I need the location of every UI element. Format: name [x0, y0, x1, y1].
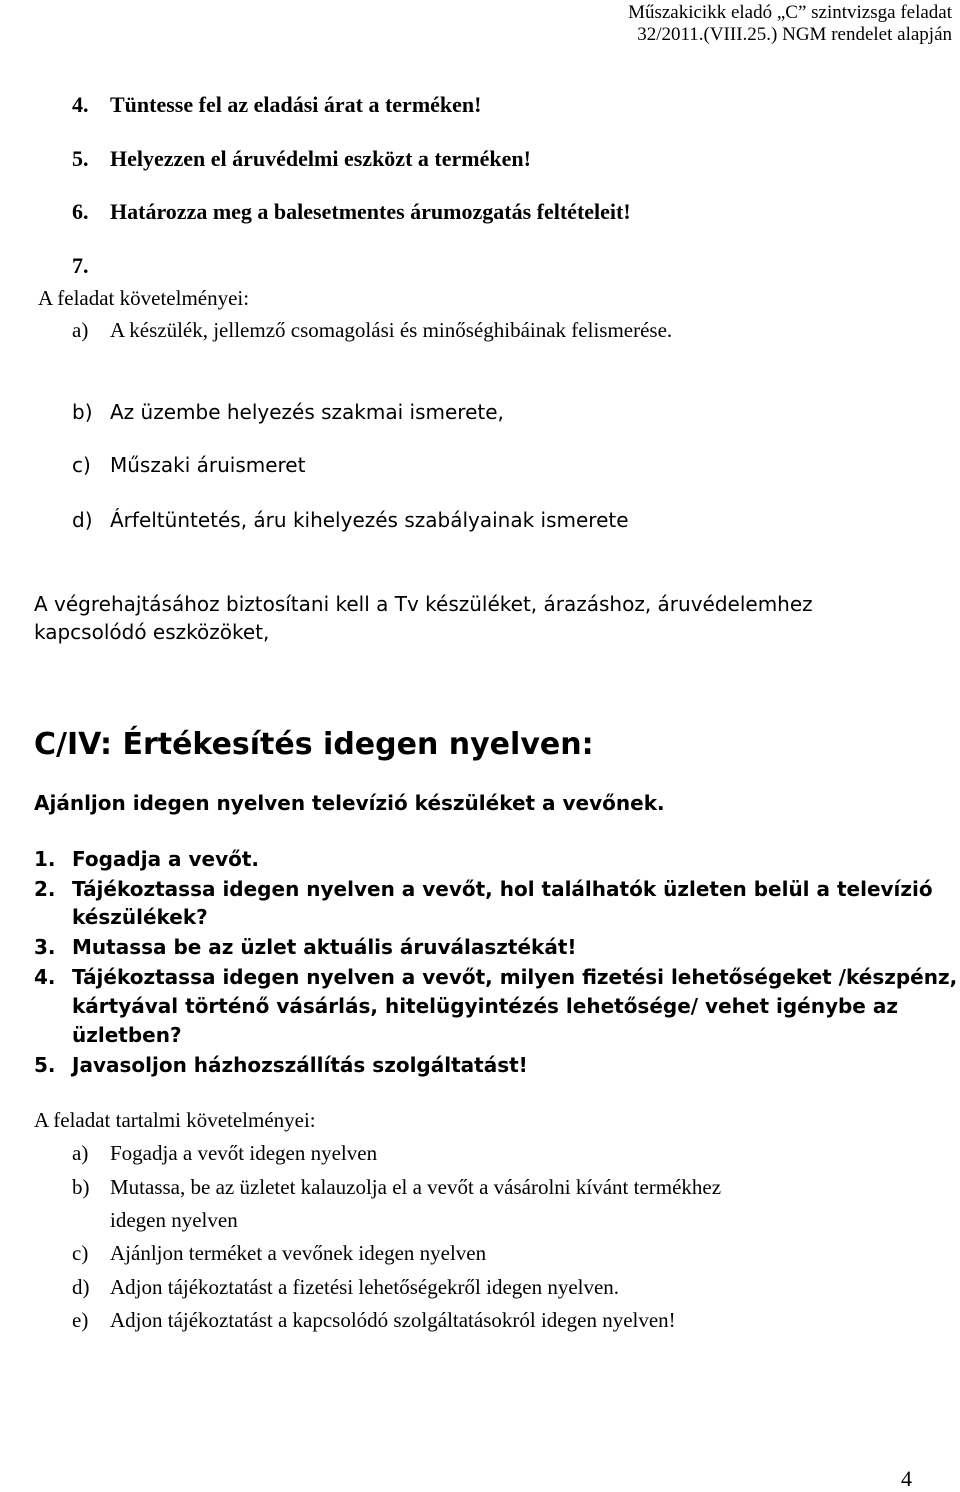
item-text: Mutassa, be az üzletet kalauzolja el a vevőt a vásárolni kívánt termékhez: [110, 1175, 722, 1199]
task-number: 7.: [72, 253, 89, 278]
item-label: d): [72, 1275, 90, 1299]
task-number: 5.: [72, 146, 89, 171]
task-number: 2.: [34, 877, 56, 901]
task-text: Határozza meg a balesetmentes árumozgatás feltételeit!: [110, 199, 631, 224]
requirement-b: [72, 400, 504, 424]
item-text: Adjon tájékoztatást a kapcsolódó szolgáltatásokról idegen nyelven!: [110, 1308, 676, 1332]
section-task-4-continued: kártyával történő vásárlás, hitelügyintézés lehetősége/ vehet igénybe az: [72, 994, 898, 1018]
task-number: 4.: [72, 92, 89, 117]
header-title: Műszakicikk eladó „C” szintvizsga feladat: [628, 2, 952, 23]
task-number: 5.: [34, 1053, 56, 1077]
task-text: Tájékoztassa idegen nyelven a vevőt, hol találhatók üzleten belül a televízió: [72, 877, 933, 901]
task-number: 4.: [34, 965, 56, 989]
task-6: [72, 199, 631, 225]
provision-line-2: kapcsolódó eszközöket,: [34, 620, 270, 644]
task-7: [72, 253, 110, 279]
task-number: 6.: [72, 199, 89, 224]
section-task-1: [34, 847, 259, 871]
item-label: a): [72, 318, 89, 342]
item-label: b): [72, 1175, 90, 1199]
task-text: Tüntesse fel az eladási árat a terméken!: [110, 92, 482, 117]
content-requirement-d: [72, 1275, 619, 1300]
task-text: Helyezzen el áruvédelmi eszközt a terméken!: [110, 146, 531, 171]
task-4: [72, 92, 481, 118]
requirement-a: [72, 318, 672, 343]
section-task-4: [34, 965, 957, 989]
header-regulation: 32/2011.(VIII.25.) NGM rendelet alapján: [637, 24, 952, 45]
item-text: Fogadja a vevőt idegen nyelven: [110, 1141, 378, 1165]
section-task-5: [34, 1053, 528, 1077]
item-label: c): [72, 1241, 89, 1265]
section-task-2: [34, 877, 933, 901]
task-text: Mutassa be az üzlet aktuális áruválasztékát!: [72, 935, 577, 959]
item-text: Ajánljon terméket a vevőnek idegen nyelven: [110, 1241, 487, 1265]
task-5: [72, 146, 531, 172]
content-requirement-b-continued: idegen nyelven: [110, 1208, 238, 1232]
page-number: 4: [901, 1466, 912, 1491]
section-heading: C/IV: Értékesítés idegen nyelven:: [34, 727, 594, 762]
task-text: Javasoljon házhozszállítás szolgáltatást!: [72, 1053, 528, 1077]
item-label: b): [72, 400, 93, 424]
task-number: 1.: [34, 847, 56, 871]
item-text: Árfeltüntetés, áru kihelyezés szabályainak ismerete: [110, 508, 629, 532]
requirements-title: A feladat követelményei:: [38, 286, 250, 310]
task-text: Fogadja a vevőt.: [72, 847, 260, 871]
task-text: Tájékoztassa idegen nyelven a vevőt, milyen fizetési lehetőségeket /készpénz,: [72, 965, 958, 989]
item-text: Az üzembe helyezés szakmai ismerete,: [110, 400, 504, 424]
section-task-2-continued: készülékek?: [72, 905, 208, 929]
section-task-3: [34, 935, 577, 959]
content-requirement-e: [72, 1308, 676, 1333]
item-text: Adjon tájékoztatást a fizetési lehetőségekről idegen nyelven.: [110, 1275, 620, 1299]
content-requirement-c: [72, 1241, 486, 1266]
item-text: Műszaki áruismeret: [110, 453, 306, 477]
content-requirement-b: [72, 1175, 721, 1200]
item-label: d): [72, 508, 93, 532]
content-requirements-title: A feladat tartalmi követelményei:: [34, 1108, 316, 1132]
section-task-4-continued-2: üzletben?: [72, 1023, 182, 1047]
content-requirement-a: [72, 1141, 377, 1166]
item-label: c): [72, 453, 91, 477]
item-label: a): [72, 1141, 89, 1165]
requirement-d: [72, 508, 629, 532]
provision-line-1: A végrehajtásához biztosítani kell a Tv készüléket, árazáshoz, áruvédelemhez: [34, 592, 813, 616]
task-number: 3.: [34, 935, 56, 959]
item-label: e): [72, 1308, 89, 1332]
section-intro: Ajánljon idegen nyelven televízió készüléket a vevőnek.: [34, 791, 665, 815]
item-text: A készülék, jellemző csomagolási és minőséghibáinak felismerése.: [110, 318, 673, 342]
requirement-c: [72, 453, 305, 477]
